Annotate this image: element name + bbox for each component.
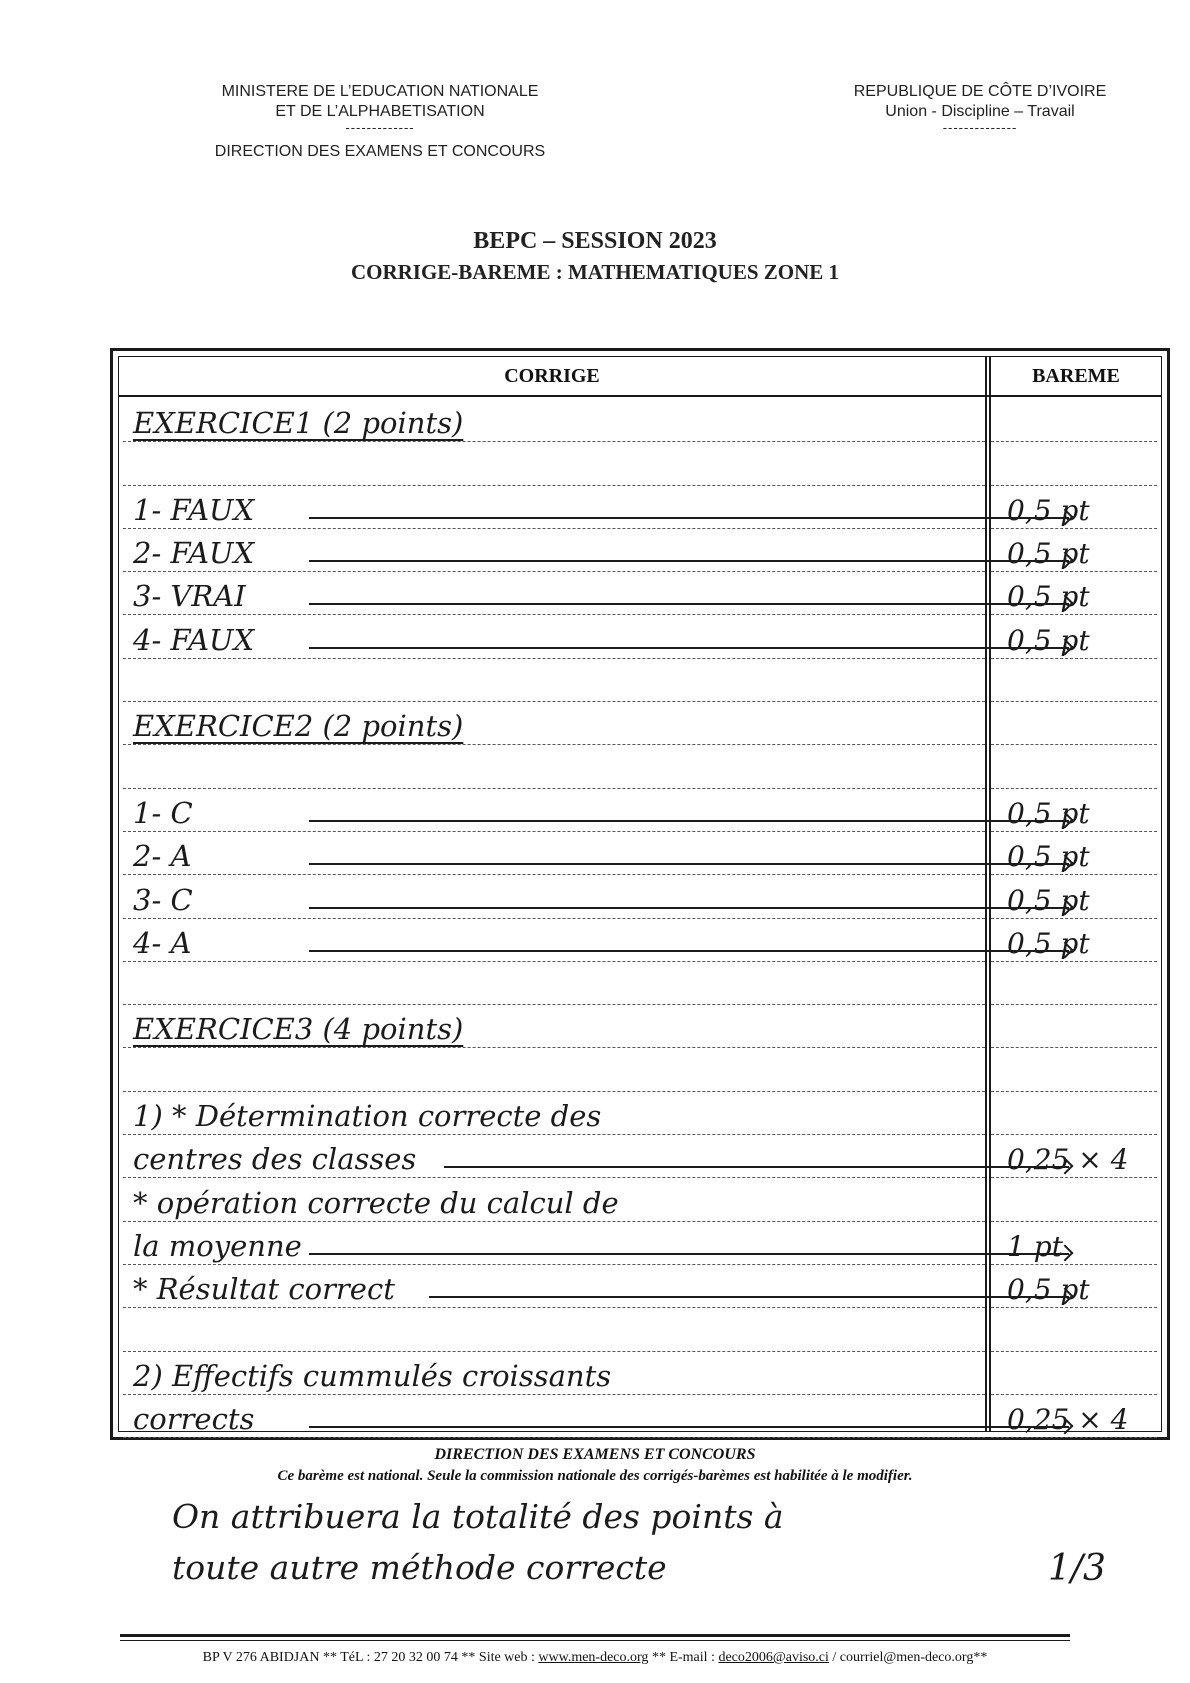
points-value: 0,5 pt [1007,883,1090,917]
points-value: 0,5 pt [1007,493,1090,527]
republic-header [820,82,1140,134]
arrow-icon [309,517,1069,519]
arrow-icon [309,950,1069,952]
republic-motto: Union - Discipline – Travail [885,103,1075,120]
exercise-title: EXERCICE2 (2 points) [133,709,464,744]
answer-text: 2) Effectifs cummulés croissants [133,1358,612,1393]
contact-email-alt: / courriel@men-deco.org** [828,1650,988,1665]
answer-row [119,659,1161,702]
answer-row [119,745,1161,788]
answer-row [119,1352,1161,1395]
answer-text: centres des classes [133,1142,417,1177]
answer-text: 1- FAUX [133,492,255,527]
answer-text: 3- C [133,882,193,917]
answer-text: * opération correcte du calcul de [133,1185,619,1220]
arrow-icon [309,1426,1069,1428]
answer-text: 2- A [133,839,192,874]
answer-text: 4- A [133,925,192,960]
arrow-icon [309,907,1069,909]
points-value: 0,5 pt [1007,926,1090,960]
answer-row [119,486,1161,529]
bareme-column-header: BAREME [1032,365,1120,387]
arrow-icon [309,863,1069,865]
handwritten-note-line-1: On attribuera la totalité des points à [172,1497,784,1536]
correction-table-inner [118,356,1162,1437]
exercise-heading-row [119,399,1161,442]
republic-name: REPUBLIQUE DE CÔTE D’IVOIRE [853,83,1107,100]
contact-email-label: ** E-mail : [648,1650,719,1665]
answer-row [119,1178,1161,1221]
answer-row [119,875,1161,918]
footer-rule [120,1634,1070,1637]
footer-rule-thin [120,1640,1070,1641]
dotted-rule [991,1437,1157,1438]
handwritten-note-line-2: toute autre méthode correcte [172,1548,667,1587]
points-value: 0,5 pt [1007,840,1090,874]
points-value: 0,5 pt [1007,580,1090,614]
answer-row [119,442,1161,485]
correction-table [110,348,1170,1440]
ministry-header [180,82,580,162]
points-value: 0,25 × 4 [1007,1403,1129,1437]
ministry-line-2: ET DE L’ALPHABETISATION [275,103,485,120]
points-value: 0,5 pt [1007,1273,1090,1307]
answer-text: 4- FAUX [133,622,255,657]
answer-row [119,529,1161,572]
subject-title: CORRIGE-BAREME : MATHEMATIQUES ZONE 1 [350,260,840,284]
footer-national-note: Ce barème est national. Seule la commission nationale des corrigés-barèmes est habilitée à le modifier. [277,1468,913,1484]
arrow-icon [309,820,1069,822]
page-number: 1/3 [1048,1548,1106,1589]
answer-text: 1- C [133,795,193,830]
republic-separator: -------------- [942,120,1018,135]
answer-row [119,789,1161,832]
ministry-separator: ------------- [345,120,415,135]
answer-text: 1) * Détermination correcte des [133,1099,602,1134]
arrow-icon [309,603,1069,605]
answer-row [119,919,1161,962]
exercise-heading-row [119,702,1161,745]
exercise-title: EXERCICE1 (2 points) [133,406,464,441]
answer-text: 2- FAUX [133,536,255,571]
answer-text: * Résultat correct [133,1272,395,1307]
answer-text: corrects [133,1402,255,1437]
answer-row [119,1308,1161,1351]
ministry-line-1: MINISTERE DE L’EDUCATION NATIONALE [221,83,539,100]
points-value: 1 pt [1007,1229,1063,1263]
arrow-icon [309,1253,1069,1255]
answer-row [119,572,1161,615]
corrige-column-header: CORRIGE [504,365,600,387]
document-title [0,225,1190,287]
arrow-icon [309,647,1069,649]
arrow-icon [309,560,1069,562]
footer-direction: DIRECTION DES EXAMENS ET CONCOURS [434,1446,756,1463]
answer-row [119,616,1161,659]
website-link[interactable]: www.men-deco.org [538,1650,649,1665]
points-value: 0,5 pt [1007,796,1090,830]
dotted-rule [123,1437,985,1438]
answer-row [119,1395,1161,1438]
exercise-title: EXERCICE3 (4 points) [133,1012,464,1047]
exam-session-title: BEPC – SESSION 2023 [473,228,717,254]
exercise-heading-row [119,1005,1161,1048]
arrow-icon [444,1166,1069,1168]
contact-line [0,1650,1190,1666]
points-value: 0,5 pt [1007,623,1090,657]
contact-address: BP V 276 ABIDJAN ** TéL : 27 20 32 00 74 ** Site web : [202,1650,539,1665]
answer-row [119,1265,1161,1308]
answer-row [119,1092,1161,1135]
email-link[interactable]: deco2006@aviso.ci [718,1650,829,1665]
header-rule [119,395,1161,397]
answer-row [119,832,1161,875]
answer-row [119,1049,1161,1092]
answer-row [119,1135,1161,1178]
arrow-icon [429,1296,1069,1298]
direction-label: DIRECTION DES EXAMENS ET CONCOURS [214,143,546,160]
answer-row [119,962,1161,1005]
answer-row [119,1222,1161,1265]
answer-text: 3- VRAI [133,579,246,614]
answer-text: la moyenne [133,1228,302,1263]
points-value: 0,25 × 4 [1007,1143,1129,1177]
points-value: 0,5 pt [1007,537,1090,571]
